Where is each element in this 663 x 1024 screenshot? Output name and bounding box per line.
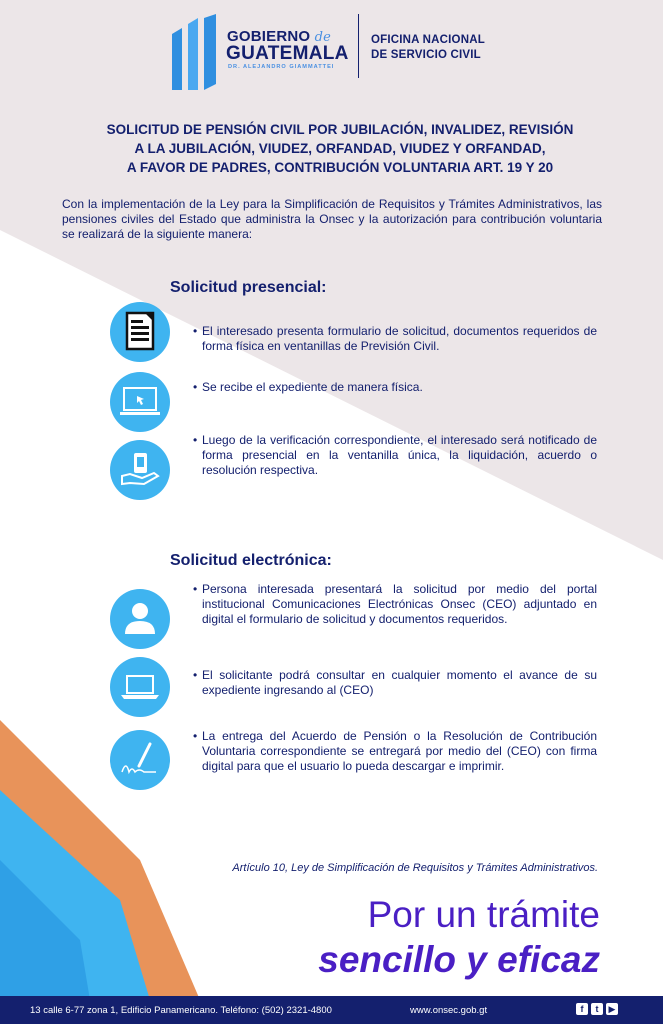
article-reference: Artículo 10, Ley de Simplificación de Requisitos y Trámites Administrativos. [232,862,598,874]
footer-website[interactable]: www.onsec.gob.gt [410,1005,488,1016]
list-item: • El solicitante podrá consultar en cualquier momento el avance de su expediente ingresando al (CEO) [193,668,597,697]
facebook-icon[interactable]: f [576,1003,588,1015]
logo-guatemala: GUATEMALA [226,43,349,64]
logo-dr-name: DR. ALEJANDRO GIAMMATTEI [228,64,335,70]
list-item: • La entrega del Acuerdo de Pensión o la Resolución de Contribución Voluntaria correspondiente se entregará por medio del (CEO) con firma digital para que el usuario lo pueda descargar e imprimir. [193,729,597,773]
hand-phone-icon [110,440,170,500]
footer-address: 13 calle 6-77 zona 1, Edificio Panamericano. Teléfono: (502) 2321-4800 [30,1005,332,1016]
slogan-line-2: sencillo y eficaz [318,939,600,980]
gobierno-logo-bars [172,14,216,90]
youtube-icon[interactable]: ▶ [606,1003,618,1015]
monitor-cursor-icon [110,372,170,432]
user-icon [110,589,170,649]
slogan-line-1: Por un trámite [367,894,600,935]
page-title: SOLICITUD DE PENSIÓN CIVIL POR JUBILACIÓN, INVALIDEZ, REVISIÓN A LA JUBILACIÓN, VIUDEZ, ORFANDAD, VIUDEZ Y ORFANDAD, A FAVOR DE PADRES, CONTRIBUCIÓN VOLUNTARIA ART. 19 Y 20 [106,122,574,175]
list-item: • Luego de la verificación correspondiente, el interesado será notificado de forma presencial en la ventanilla única, la liquidación, acuerdo o resolución respectiva. [193,433,597,477]
logo-separator [358,14,359,78]
signature-pen-icon [110,730,170,790]
intro-paragraph: Con la implementación de la Ley para la Simplificación de Requisitos y Trámites Administrativos, las pensiones civiles del Estado que administra la Onsec y la autorización para contribución voluntaria se realizará de la siguiente manera: [62,197,602,241]
logo-gobierno: GOBIERNO de [227,28,332,45]
twitter-icon[interactable]: t [591,1003,603,1015]
heading-electronica: Solicitud electrónica: [170,552,332,569]
list-item: • Persona interesada presentará la solicitud por medio del portal institucional Comunicaciones Electrónicas Onsec (CEO) adjuntado en digital el formulario de solicitud y documentos requeridos. [193,582,597,626]
laptop-icon [110,657,170,717]
list-item: • Se recibe el expediente de manera física. [193,380,423,394]
document-icon [110,302,170,362]
office-name: OFICINA NACIONAL DE SERVICIO CIVIL [371,34,485,61]
heading-presencial: Solicitud presencial: [170,279,327,296]
list-item: • El interesado presenta formulario de solicitud, documentos requeridos de forma física en ventanillas de Previsión Civil. [193,324,597,353]
